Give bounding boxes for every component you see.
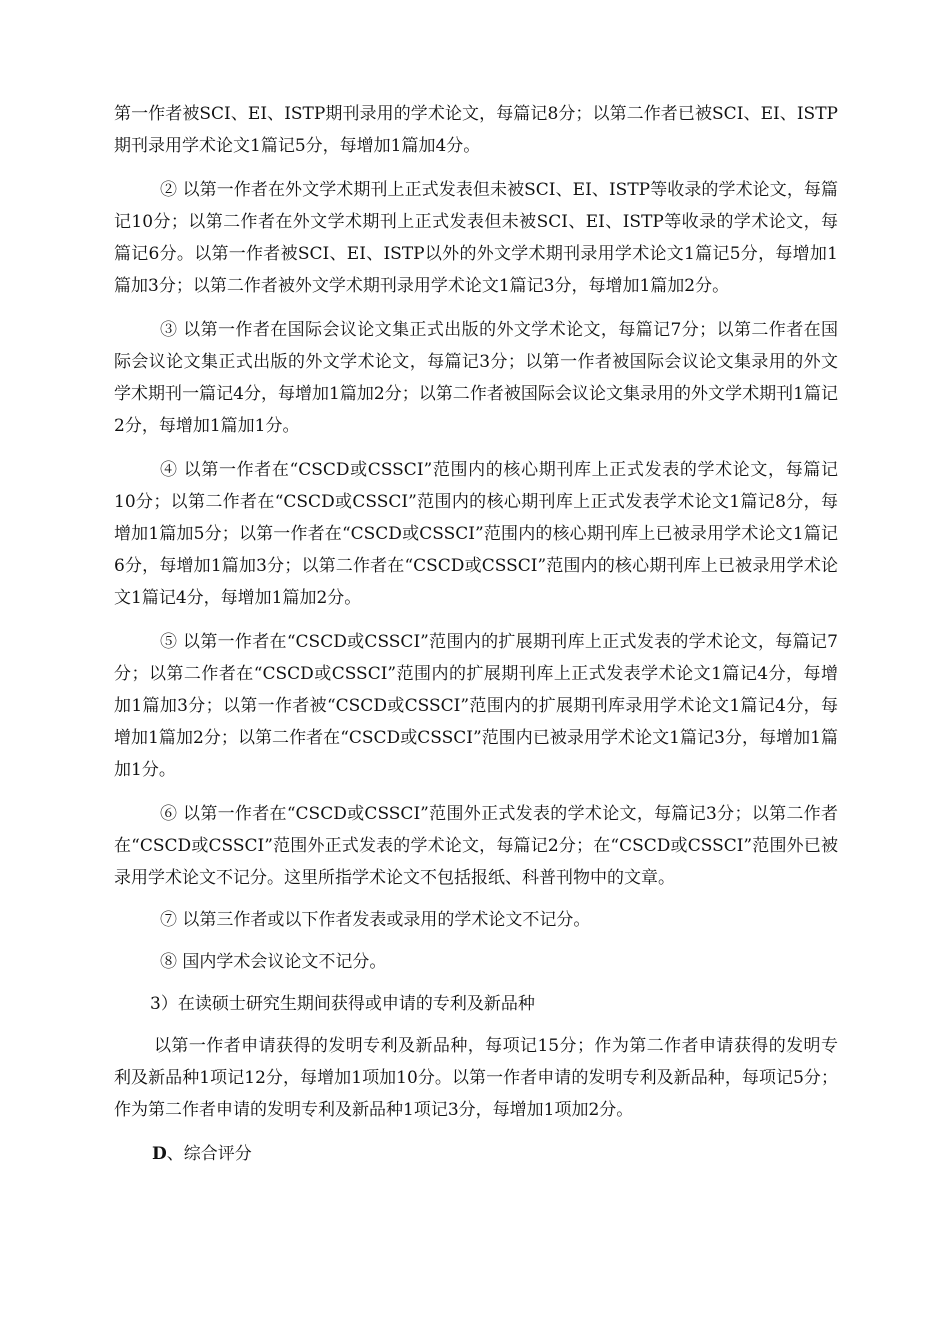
subheading-patents: 3）在读硕士研究生期间获得或申请的专利及新品种 <box>150 994 535 1014</box>
document-page <box>114 98 838 1170</box>
paragraph-item-3-international-conference: ③ 以第一作者在国际会议论文集正式出版的外文学术论文，每篇记7分；以第二作者在国际会议论文集正式出版的外文学术论文，每篇记3分；以第一作者被国际会议论文集录用的外文学术期刊一篇记4分，每增加1篇加2分；以第二作者被国际会议论文集录用的外文学术期刊1篇记2分，每增加1篇加1分。 <box>114 320 838 436</box>
paragraph-item-5-extended-journals: ⑤ 以第一作者在“CSCD或CSSCI”范围内的扩展期刊库上正式发表的学术论文，每篇记7分；以第二作者在“CSCD或CSSCI”范围内的扩展期刊库上正式发表学术论文1篇记4分，每增加1篇加3分；以第一作者被“CSCD或CSSCI”范围内的扩展期刊库录用学术论文1篇记4分，每增加1篇加2分；以第二作者在“CSCD或CSSCI”范围内已被录用学术论文1篇记3分，每增加1篇加1分。 <box>114 632 838 780</box>
paragraph-item-4-core-journals: ④ 以第一作者在“CSCD或CSSCI”范围内的核心期刊库上正式发表的学术论文，每篇记10分；以第二作者在“CSCD或CSSCI”范围内的核心期刊库上正式发表学术论文1篇记8分，每增加1篇加5分；以第一作者在“CSCD或CSSCI”范围内的核心期刊库上已被录用学术论文1篇记6分，每增加1篇加3分；以第二作者在“CSCD或CSSCI”范围内的核心期刊库上已被录用学术论文1篇记4分，每增加1篇加2分。 <box>114 460 838 608</box>
paragraph-patents: 以第一作者申请获得的发明专利及新品种，每项记15分；作为第二作者申请获得的发明专利及新品种1项记12分，每增加1项加10分。以第一作者申请的发明专利及新品种，每项记5分；作为第二作者申请的发明专利及新品种1项记3分，每增加1项加2分。 <box>114 1036 838 1120</box>
paragraph-sci-continuation: 第一作者被SCI、EI、ISTP期刊录用的学术论文，每篇记8分；以第二作者已被SCI、EI、ISTP期刊录用学术论文1篇记5分，每增加1篇加4分。 <box>114 104 838 156</box>
section-heading-overall-score <box>114 1138 838 1170</box>
paragraph-item-2-foreign-journals: ② 以第一作者在外文学术期刊上正式发表但未被SCI、EI、ISTP等收录的学术论文，每篇记10分；以第二作者在外文学术期刊上正式发表但未被SCI、EI、ISTP等收录的学术论文，每篇记6分。以第一作者被SCI、EI、ISTP以外的外文学术期刊录用学术论文1篇记5分，每增加1篇加3分；以第二作者被外文学术期刊录用学术论文1篇记3分，每增加1篇加2分。 <box>114 180 838 296</box>
section-title: 、综合评分 <box>166 1144 252 1164</box>
paragraph-item-8-domestic-conference: ⑧ 国内学术会议论文不记分。 <box>160 952 387 972</box>
paragraph-item-6-outside-scope: ⑥ 以第一作者在“CSCD或CSSCI”范围外正式发表的学术论文，每篇记3分；以第二作者在“CSCD或CSSCI”范围外正式发表的学术论文，每篇记2分；在“CSCD或CSSCI”范围外已被录用学术论文不记分。这里所指学术论文不包括报纸、科普刊物中的文章。 <box>114 804 838 888</box>
section-letter: D <box>152 1144 167 1164</box>
paragraph-item-7-third-author: ⑦ 以第三作者或以下作者发表或录用的学术论文不记分。 <box>160 910 591 930</box>
